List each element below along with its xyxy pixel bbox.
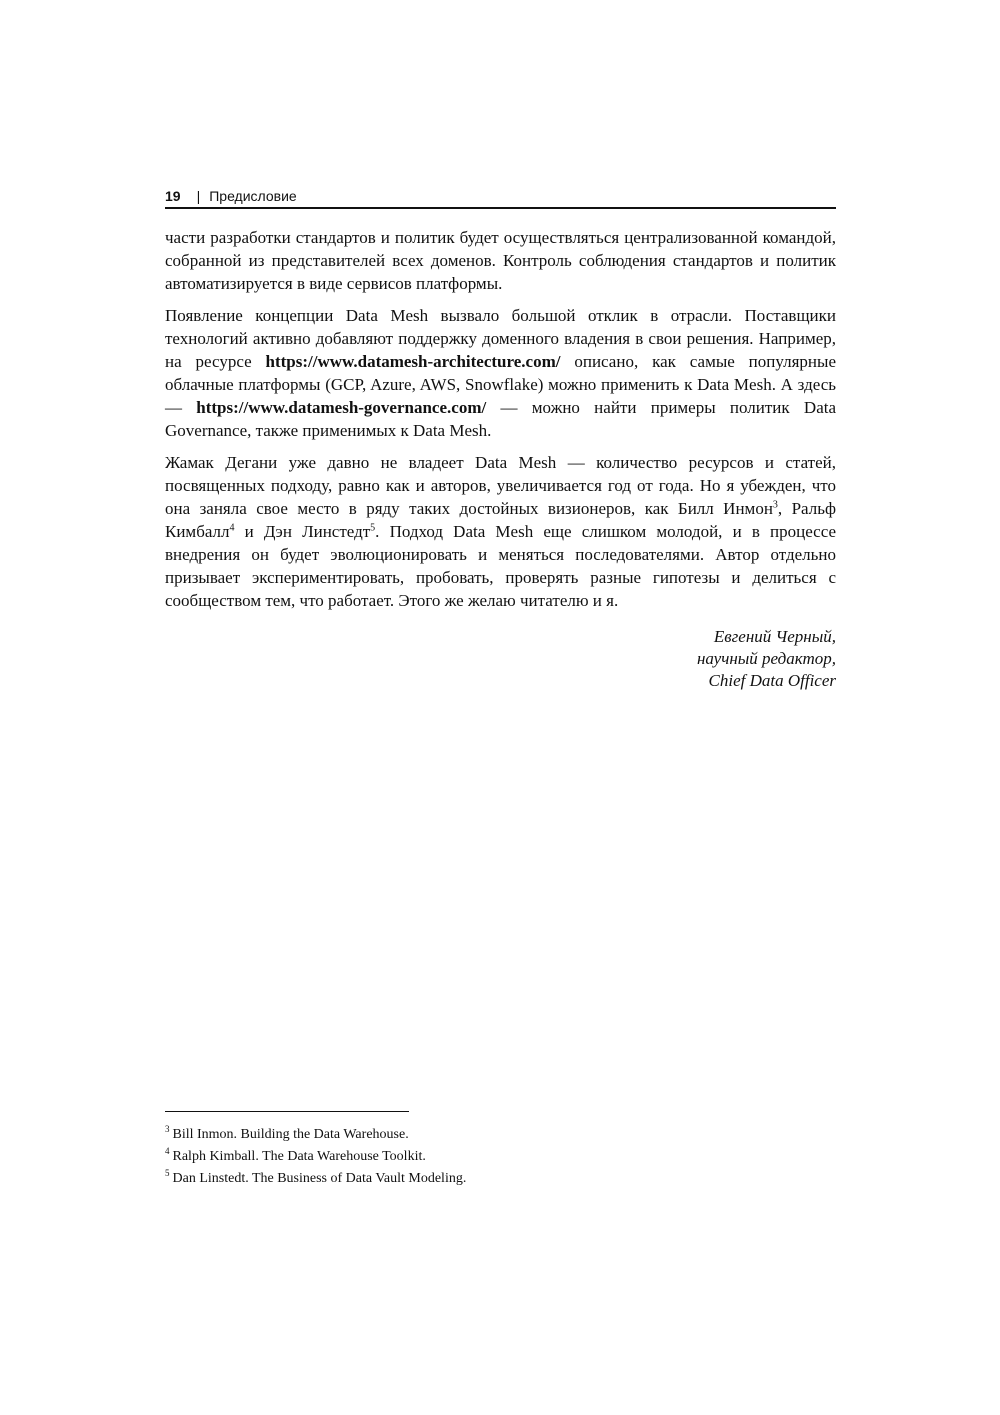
- footnote-number: 4: [165, 1146, 170, 1157]
- header-separator: |: [196, 188, 201, 204]
- paragraph-3: [165, 451, 836, 612]
- footnote-text: Bill Inmon. Building the Data Warehouse.: [172, 1127, 409, 1142]
- paragraph-2-text-a: Появление концепции Data Mesh вызвало большой отклик в отрасли. Поставщики технологий активно добавляют поддержку доменного владения в свои решения. Например, на ресурсе: [165, 306, 836, 371]
- footnote-item: [165, 1126, 836, 1143]
- page-number: 19: [165, 188, 181, 204]
- paragraph-2-text-c: — можно найти примеры политик Data Governance, также применимых к Data Mesh.: [165, 398, 837, 440]
- footnote-number: 3: [165, 1124, 170, 1135]
- paragraph-2-text-b: описано, как самые популярные облачные платформы (GCP, Azure, AWS, Snowflake) можно применить к Data Mesh. А здесь —: [165, 352, 836, 417]
- paragraph-1-text: части разработки стандартов и политик будет осуществляться централизованной командой, собранной из представителей всех доменов. Контроль соблюдения стандартов и политик автоматизируется в виде сервисов платформы.: [165, 228, 836, 293]
- footnote-divider: [165, 1111, 409, 1112]
- paragraph-3-text-b: , Ральф Кимбалл: [165, 499, 836, 541]
- footnote-text: Ralph Kimball. The Data Warehouse Toolkit.: [172, 1149, 426, 1164]
- paragraph-3-text-d: . Подход Data Mesh еще слишком молодой, и в процессе внедрения он будет эволюционировать и меняться последователями. Автор отдельно призывает экспериментировать, пробовать, проверять разные гипотезы и делиться с сообществом тем, что работает. Этого же желаю читателю и я.: [165, 522, 837, 610]
- paragraph-2: [165, 304, 836, 442]
- datamesh-governance-link[interactable]: https://www.datamesh-governance.com/: [196, 398, 487, 417]
- signature-role: научный редактор,: [696, 649, 836, 668]
- footnote-text: Dan Linstedt. The Business of Data Vault Modeling.: [172, 1171, 467, 1186]
- paragraph-3-text-c: и Дэн Линстедт: [234, 522, 371, 541]
- running-header: [165, 186, 836, 209]
- datamesh-architecture-link[interactable]: https://www.datamesh-architecture.com/: [265, 352, 561, 371]
- signature-title: Chief Data Officer: [708, 671, 836, 690]
- signature-block: [165, 626, 836, 692]
- footnotes: [165, 1126, 836, 1192]
- footnote-ref-5: 5: [370, 522, 376, 534]
- paragraph-1: [165, 226, 836, 295]
- paragraph-3-text-a: Жамак Дегани уже давно не владеет Data Mesh — количество ресурсов и статей, посвященных подходу, равно как и авторов, увеличивается год от года. Но я убежден, что она заняла свое место в ряду таких достойных визионеров, как Билл Инмон: [165, 453, 836, 518]
- footnote-item: [165, 1170, 836, 1187]
- section-title: Предисловие: [209, 188, 297, 204]
- page-body: [165, 226, 836, 692]
- footnote-ref-3: 3: [772, 499, 778, 511]
- footnote-item: [165, 1148, 836, 1165]
- footnote-ref-4: 4: [229, 522, 235, 534]
- footnote-number: 5: [165, 1168, 170, 1179]
- signature-name: Евгений Черный,: [713, 627, 836, 646]
